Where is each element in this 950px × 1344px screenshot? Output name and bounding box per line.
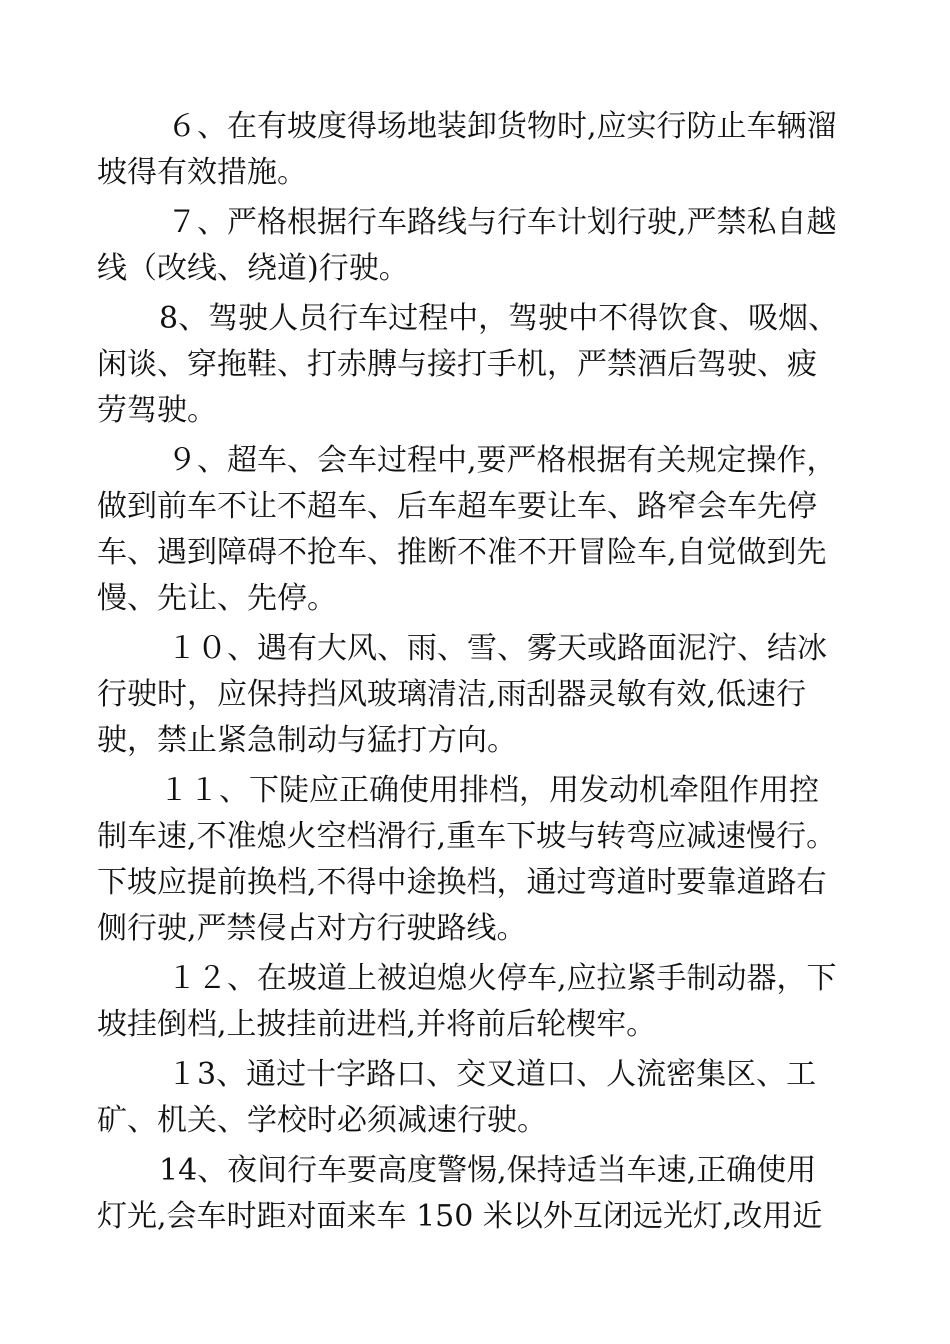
text-line: 行驶时，应保持挡风玻璃清洁,雨刮器灵敏有效,低速行 [97, 677, 807, 712]
text-line: ６、在有坡度得场地装卸货物时,应实行防止车辆溜 [167, 109, 837, 144]
paragraph-9 [97, 438, 887, 622]
paragraph-13 [97, 1052, 887, 1144]
text-line: 坡得有效措施。 [97, 155, 307, 190]
text-line: 下坡应提前换档,不得中途换档，通过弯道时要靠道路右 [97, 865, 827, 900]
document-body [97, 104, 887, 1244]
text-line: １２、在坡道上被迫熄火停车,应拉紧手制动器，下 [167, 961, 837, 996]
text-line: 14、夜间行车要高度警惕,保持适当车速,正确使用 [159, 1153, 817, 1188]
text-line: １０、遇有大风、雨、雪、雾天或路面泥泞、结冰 [167, 631, 827, 666]
text-line: １１、下陡应正确使用排档，用发动机牵阻作用控 [159, 773, 819, 808]
text-line: 驶，禁止紧急制动与猛打方向。 [97, 723, 517, 758]
text-line: 闲谈、穿拖鞋、打赤膊与接打手机，严禁酒后驾驶、疲 [97, 347, 817, 382]
paragraph-7 [97, 200, 887, 292]
text-line: 坡挂倒档,上披挂前进档,并将前后轮楔牢。 [97, 1007, 657, 1042]
text-line: 矿、机关、学校时必须减速行驶。 [97, 1103, 547, 1138]
text-line: １3、通过十字路口、交叉道口、人流密集区、工 [167, 1057, 817, 1092]
text-line: 劳驾驶。 [97, 393, 217, 428]
paragraph-8 [97, 296, 887, 434]
text-line: ９、超车、会车过程中,要严格根据有关规定操作， [167, 443, 837, 478]
text-line: ７、严格根据行车路线与行车计划行驶,严禁私自越 [167, 205, 837, 240]
text-line: 线（改线、绕道)行驶。 [97, 251, 409, 286]
paragraph-6 [97, 104, 887, 196]
text-line: 8、驾驶人员行车过程中，驾驶中不得饮食、吸烟、 [159, 301, 839, 336]
text-line: 侧行驶,严禁侵占对方行驶路线。 [97, 911, 527, 946]
paragraph-12 [97, 956, 887, 1048]
text-line: 制车速,不准熄火空档滑行,重车下坡与转弯应减速慢行。 [97, 819, 837, 854]
text-line: 做到前车不让不超车、后车超车要让车、路窄会车先停 [97, 489, 817, 524]
text-line: 灯光,会车时距对面来车 150 米以外互闭远光灯,改用近 [97, 1199, 823, 1234]
text-line: 车、遇到障碍不抢车、推断不准不开冒险车,自觉做到先 [97, 535, 827, 570]
text-line: 慢、先让、先停。 [97, 581, 337, 616]
paragraph-11 [97, 768, 887, 952]
paragraph-14 [97, 1148, 887, 1240]
paragraph-10 [97, 626, 887, 764]
